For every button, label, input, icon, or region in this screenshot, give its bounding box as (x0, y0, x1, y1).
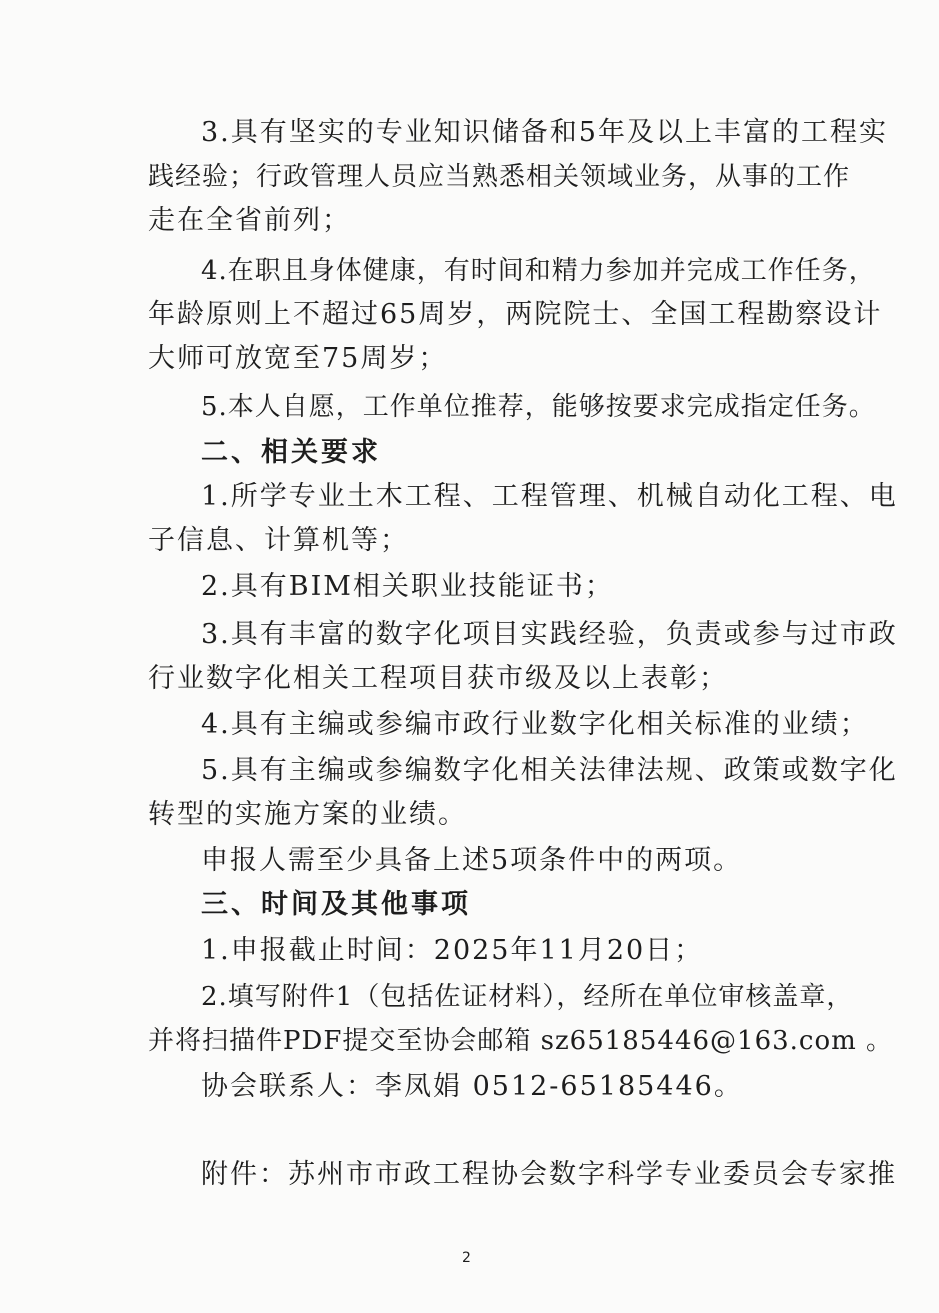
text-line: 2.具有BIM相关职业技能证书； (201, 571, 614, 602)
text-line: 3.具有丰富的数字化项目实践经验，负责或参与过市政 (201, 619, 898, 650)
text-line: 3.具有坚实的专业知识储备和5年及以上丰富的工程实 (201, 117, 888, 148)
text-line: 附件：苏州市市政工程协会数字科学专业委员会专家推 (201, 1159, 897, 1190)
text-line: 4.在职且身体健康，有时间和精力参加并完成工作任务， (201, 256, 876, 286)
text-line: 转型的实施方案的业绩。 (148, 799, 467, 830)
text-line: 子信息、计算机等； (148, 525, 409, 556)
text-line: 年龄原则上不超过65周岁，两院院士、全国工程勘察设计 (148, 299, 883, 330)
section-heading: 二、相关要求 (201, 437, 381, 468)
section-heading: 三、时间及其他事项 (201, 889, 471, 920)
text-line: 践经验；行政管理人员应当熟悉相关领域业务，从事的工作 (148, 162, 851, 192)
text-line: 申报人需至少具备上述5项条件中的两项。 (201, 845, 743, 876)
text-line: 5.具有主编或参编数字化相关法律法规、政策或数字化 (201, 755, 898, 786)
text-line: 走在全省前列； (148, 205, 351, 236)
text-line: 1.所学专业土木工程、工程管理、机械自动化工程、电 (201, 481, 898, 512)
text-line: 2.填写附件1（包括佐证材料），经所在单位审核盖章， (201, 982, 854, 1012)
text-line: 4.具有主编或参编市政行业数字化相关标准的业绩； (201, 709, 869, 740)
text-line: 并将扫描件PDF提交至协会邮箱 sz65185446@163.com 。 (148, 1026, 894, 1056)
text-line: 大师可放宽至75周岁； (148, 343, 448, 374)
text-line: 1.申报截止时间：2025年11月20日； (201, 935, 704, 966)
page-number: 2 (462, 1250, 471, 1266)
text-line: 5.本人自愿，工作单位推荐，能够按要求完成指定任务。 (201, 392, 876, 422)
text-line: 行业数字化相关工程项目获市级及以上表彰； (148, 663, 728, 694)
text-line: 协会联系人：李凤娟 0512-65185446。 (201, 1071, 743, 1102)
